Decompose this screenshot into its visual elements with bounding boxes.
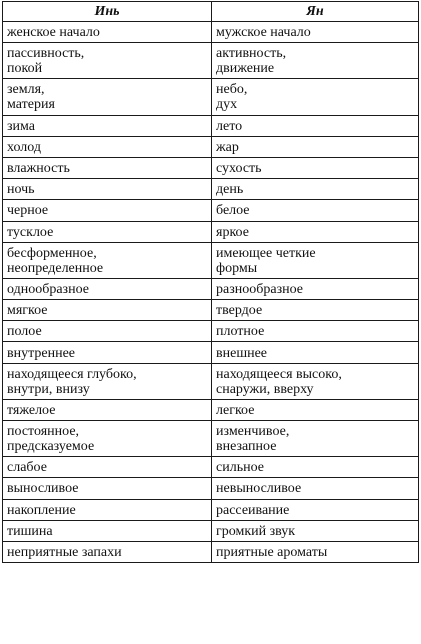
table-row — [3, 43, 419, 79]
yin-cell — [3, 457, 212, 478]
table-row — [3, 242, 419, 278]
yin-cell-text: влажность — [7, 161, 70, 177]
yang-cell-text: день — [216, 182, 244, 198]
yang-cell-text: небо, дух — [216, 82, 248, 113]
yang-cell-text: мужское начало — [216, 25, 311, 41]
yang-cell-text: рассеивание — [216, 502, 290, 518]
yin-cell — [3, 399, 212, 420]
yang-cell-text: плотное — [216, 324, 265, 340]
yang-cell — [212, 179, 419, 200]
yin-cell — [3, 136, 212, 157]
yang-cell — [212, 43, 419, 79]
table-row — [3, 136, 419, 157]
yang-cell-text: яркое — [216, 224, 249, 240]
yang-cell-text: имеющее четкие формы — [216, 245, 316, 276]
yin-cell — [3, 157, 212, 178]
table-row — [3, 541, 419, 562]
table-row — [3, 457, 419, 478]
yin-cell-text: тусклое — [7, 224, 54, 240]
yang-cell — [212, 363, 419, 399]
yin-cell-text: холод — [7, 139, 41, 155]
yang-cell — [212, 478, 419, 499]
yin-cell-text: однообразное — [7, 281, 89, 297]
table-row — [3, 478, 419, 499]
table-row — [3, 520, 419, 541]
yang-cell-text: невыносливое — [216, 481, 302, 497]
yin-cell — [3, 43, 212, 79]
yin-cell-text: тяжелое — [7, 402, 56, 418]
yin-cell-text: мягкое — [7, 303, 48, 319]
yang-cell-text: сильное — [216, 460, 264, 476]
yang-cell-text: приятные ароматы — [216, 545, 328, 561]
yin-cell-text: черное — [7, 203, 49, 219]
yang-cell-text: внешнее — [216, 345, 268, 361]
yang-cell — [212, 499, 419, 520]
yang-cell-text: жар — [216, 139, 239, 155]
table-body — [3, 22, 419, 563]
yin-cell — [3, 300, 212, 321]
yang-cell — [212, 22, 419, 43]
table-row — [3, 278, 419, 299]
yin-cell — [3, 520, 212, 541]
yin-yang-table-wrapper — [2, 1, 418, 563]
table-row — [3, 300, 419, 321]
yang-cell — [212, 278, 419, 299]
column-header-yin: Инь — [3, 2, 212, 22]
yin-cell — [3, 478, 212, 499]
yang-cell — [212, 79, 419, 115]
table-row — [3, 115, 419, 136]
table-header — [3, 2, 419, 22]
yin-cell — [3, 278, 212, 299]
yang-cell-text: находящееся высоко, снаружи, вверху — [216, 366, 342, 397]
yin-cell — [3, 115, 212, 136]
column-header-yang: Ян — [212, 2, 419, 22]
yin-cell-text: полое — [7, 324, 42, 340]
table-row — [3, 22, 419, 43]
yang-cell-text: лето — [216, 118, 243, 134]
table-row — [3, 363, 419, 399]
yang-cell — [212, 541, 419, 562]
table-row — [3, 179, 419, 200]
yang-cell — [212, 321, 419, 342]
yin-cell-text: тишина — [7, 523, 53, 539]
yin-yang-table — [2, 1, 419, 563]
yang-cell — [212, 342, 419, 363]
table-row — [3, 421, 419, 457]
yin-cell-text: выносливое — [7, 481, 79, 497]
yin-cell-text: находящееся глубоко, внутри, внизу — [7, 366, 137, 397]
yang-cell-text: активность, движение — [216, 46, 287, 77]
yin-cell-text: неприятные запахи — [7, 545, 122, 561]
table-row — [3, 200, 419, 221]
yang-cell — [212, 200, 419, 221]
yin-cell-text: бесформенное, неопределенное — [7, 245, 104, 276]
table-row — [3, 499, 419, 520]
yang-cell-text: изменчивое, внезапное — [216, 424, 290, 455]
yin-cell-text: накопление — [7, 502, 76, 518]
yang-cell-text: твердое — [216, 303, 263, 319]
yin-cell — [3, 200, 212, 221]
table-row — [3, 221, 419, 242]
yin-cell — [3, 242, 212, 278]
yin-cell — [3, 499, 212, 520]
yin-cell-text: ночь — [7, 182, 35, 198]
yin-cell — [3, 321, 212, 342]
yang-cell — [212, 115, 419, 136]
yang-cell — [212, 221, 419, 242]
yang-cell-text: легкое — [216, 402, 255, 418]
table-row — [3, 342, 419, 363]
yin-cell — [3, 79, 212, 115]
yang-cell-text: разнообразное — [216, 281, 303, 297]
yang-cell — [212, 457, 419, 478]
yin-cell — [3, 342, 212, 363]
yin-cell — [3, 541, 212, 562]
yang-cell — [212, 421, 419, 457]
yang-cell-text: громкий звук — [216, 523, 296, 539]
yin-cell-text: внутреннее — [7, 345, 76, 361]
table-row — [3, 79, 419, 115]
header-row — [3, 2, 419, 22]
table-row — [3, 321, 419, 342]
table-row — [3, 157, 419, 178]
yang-cell — [212, 520, 419, 541]
yin-cell-text: постоянное, предсказуемое — [7, 424, 95, 455]
yin-cell-text: земля, материя — [7, 82, 55, 113]
yin-cell-text: зима — [7, 118, 35, 134]
yin-cell-text: женское начало — [7, 25, 100, 41]
yang-cell — [212, 399, 419, 420]
yang-cell — [212, 136, 419, 157]
yang-cell — [212, 157, 419, 178]
yin-cell-text: слабое — [7, 460, 47, 476]
yang-cell — [212, 242, 419, 278]
yin-cell — [3, 179, 212, 200]
yin-cell-text: пассивность, покой — [7, 46, 85, 77]
table-row — [3, 399, 419, 420]
yin-cell — [3, 363, 212, 399]
yin-cell — [3, 221, 212, 242]
yin-cell — [3, 421, 212, 457]
yang-cell — [212, 300, 419, 321]
yang-cell-text: сухость — [216, 161, 262, 177]
yin-cell — [3, 22, 212, 43]
yang-cell-text: белое — [216, 203, 250, 219]
